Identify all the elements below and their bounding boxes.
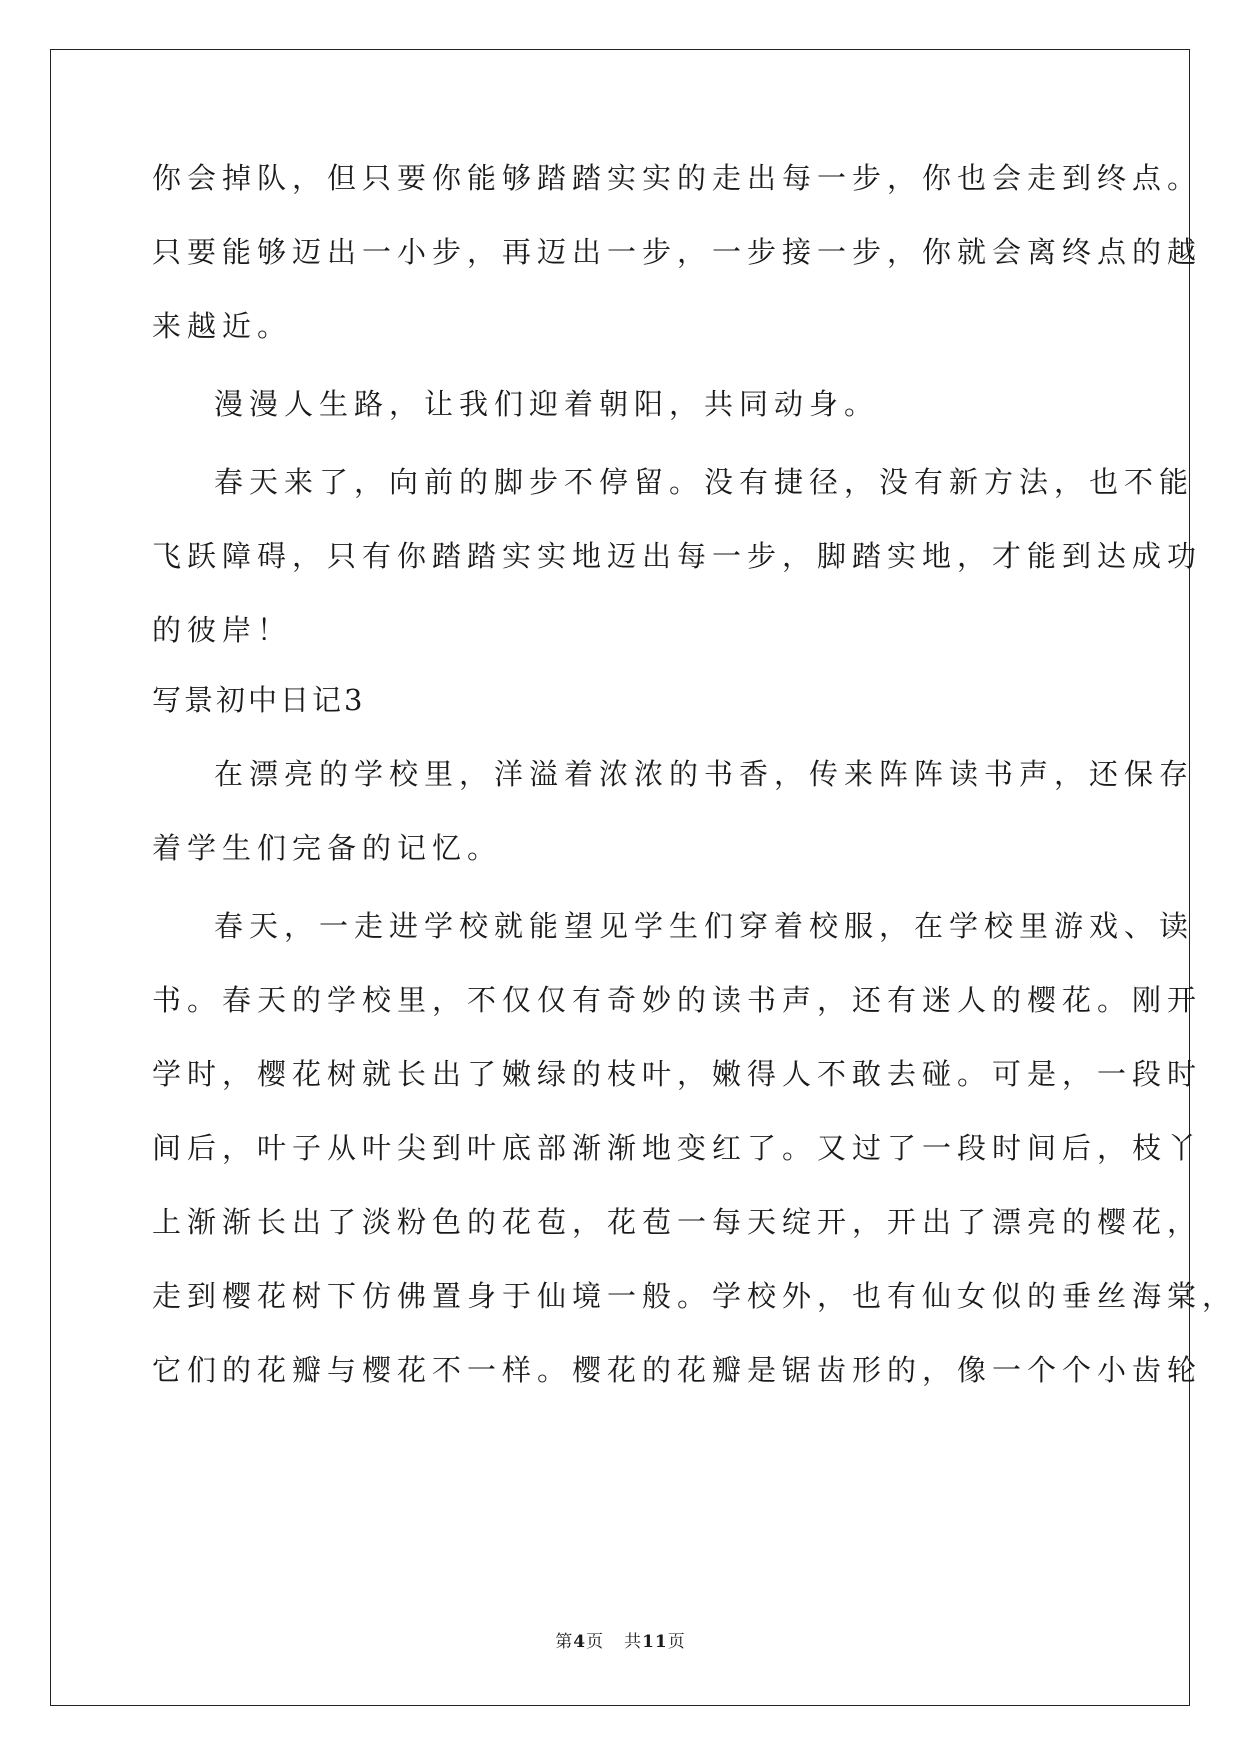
- text-line: 它们的花瓣与樱花不一样。樱花的花瓣是锯齿形的，像一个个小齿轮: [152, 1353, 1203, 1387]
- text-line: 的彼岸！: [152, 613, 293, 647]
- text-line: 飞跃障碍，只有你踏踏实实地迈出每一步，脚踏实地，才能到达成功: [152, 539, 1203, 573]
- total-pages-number: 11: [642, 1632, 668, 1652]
- text-line: 在漂亮的学校里，洋溢着浓浓的书香，传来阵阵读书声，还保存: [214, 757, 1195, 791]
- text-line: 间后，叶子从叶尖到叶底部渐渐地变红了。又过了一段时间后，枝丫: [152, 1131, 1203, 1165]
- text-line: 上渐渐长出了淡粉色的花苞，花苞一每天绽开，开出了漂亮的樱花，: [152, 1205, 1203, 1239]
- section-heading: 写景初中日记3: [152, 683, 366, 717]
- text-line: 只要能够迈出一小步，再迈出一步，一步接一步，你就会离终点的越: [152, 235, 1203, 269]
- page-footer: [0, 1627, 1241, 1652]
- page-border: [50, 49, 1190, 1706]
- current-page-number: 4: [573, 1632, 587, 1652]
- footer-total-suffix: 页: [667, 1632, 686, 1652]
- text-line: 春天来了，向前的脚步不停留。没有捷径，没有新方法，也不能: [214, 465, 1195, 499]
- text-line: 春天，一走进学校就能望见学生们穿着校服，在学校里游戏、读: [214, 909, 1195, 943]
- text-line: 书。春天的学校里，不仅仅有奇妙的读书声，还有迷人的樱花。刚开: [152, 983, 1203, 1017]
- text-line: 走到樱花树下仿佛置身于仙境一般。学校外，也有仙女似的垂丝海棠，: [152, 1279, 1238, 1313]
- text-line: 来越近。: [152, 309, 293, 343]
- footer-page-word: 页: [586, 1632, 605, 1652]
- text-line: 你会掉队，但只要你能够踏踏实实的走出每一步，你也会走到终点。: [152, 161, 1203, 195]
- text-line: 漫漫人生路，让我们迎着朝阳，共同动身。: [214, 387, 880, 421]
- text-line: 着学生们完备的记忆。: [152, 831, 503, 865]
- footer-total-prefix: 共: [624, 1632, 643, 1652]
- footer-prefix: 第: [555, 1632, 574, 1652]
- text-line: 学时，樱花树就长出了嫩绿的枝叶，嫩得人不敢去碰。可是，一段时: [152, 1057, 1203, 1091]
